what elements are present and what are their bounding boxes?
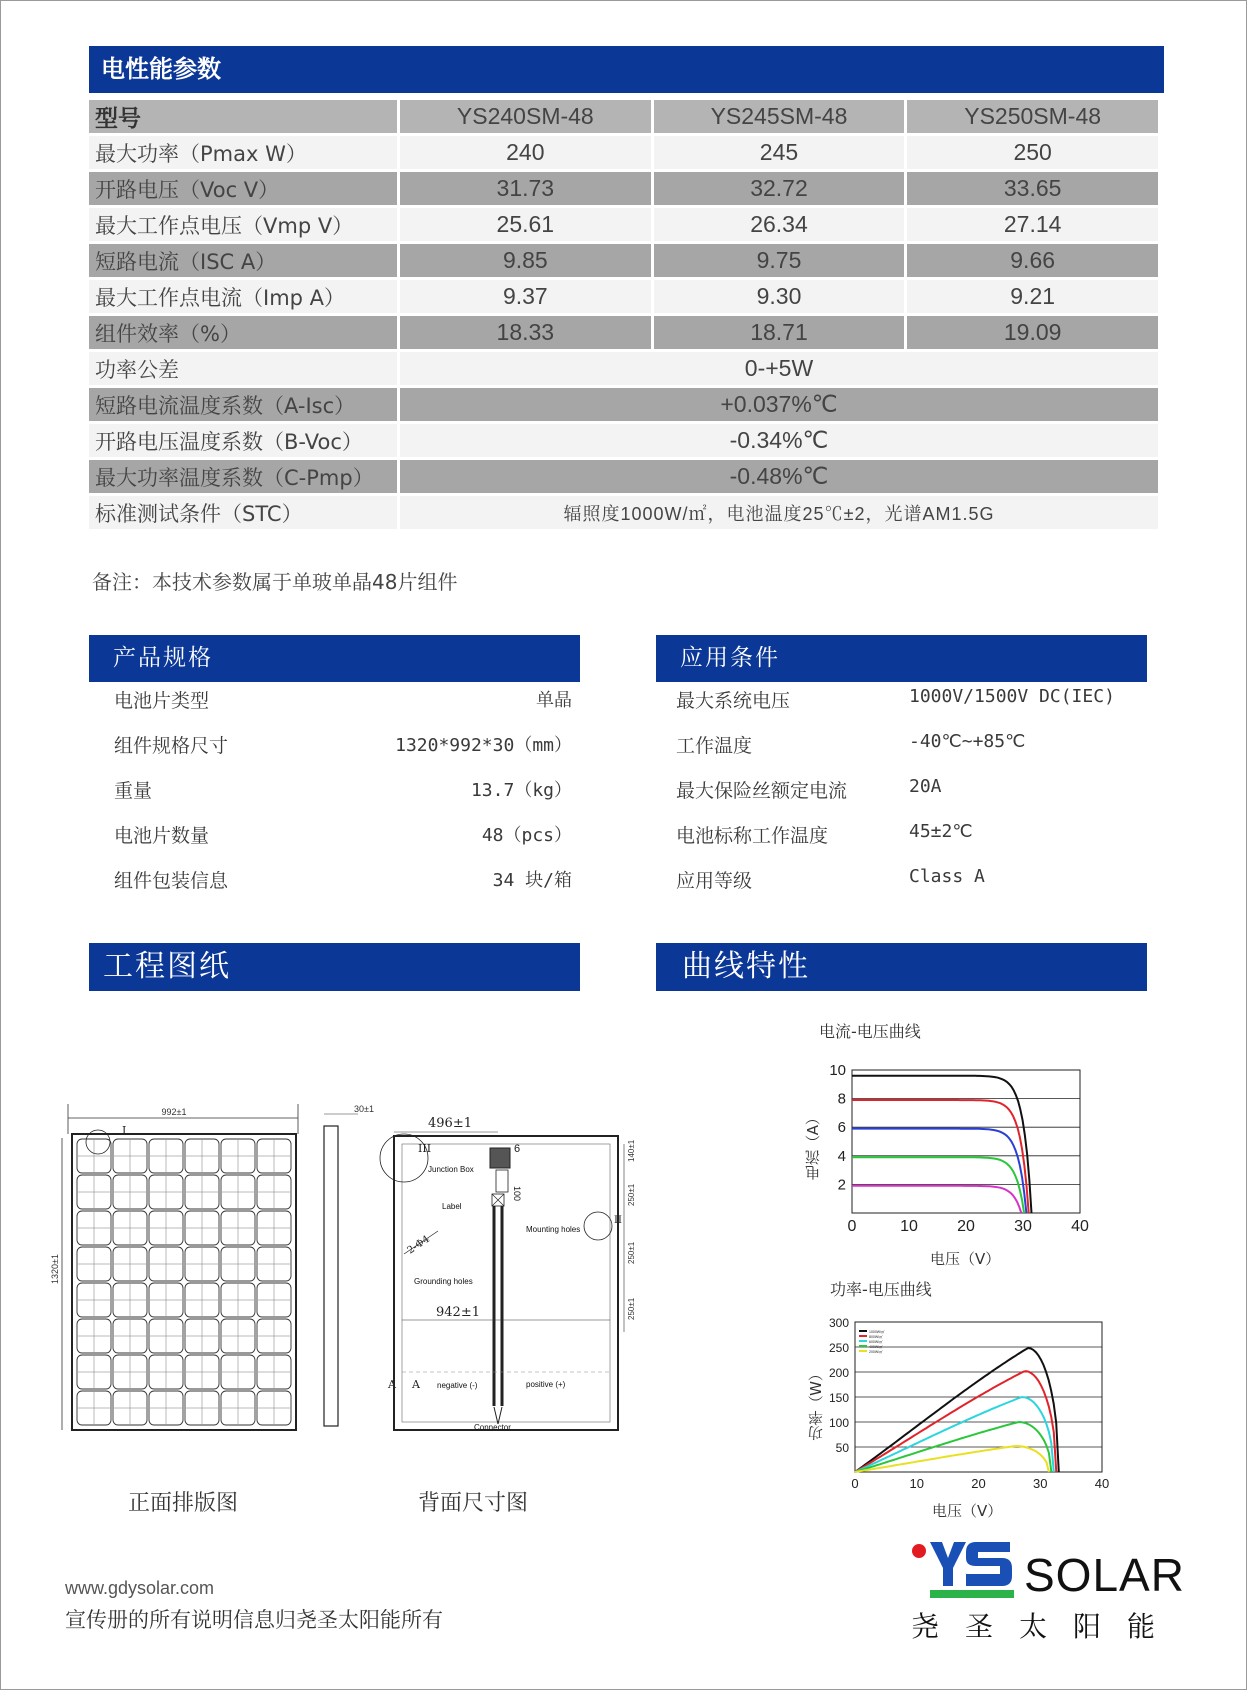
legend-swatch [859,1335,867,1337]
application-list [676,686,1156,911]
param-label: 短路电流（ISC A） [89,244,397,277]
back-dimension-caption: 背面尺寸图 [418,1491,529,1516]
legend-label: 600W/㎡ [869,1340,883,1344]
item-key: 组件包装信息 [114,870,229,892]
label-label: Label [442,1202,462,1211]
item-value: 20A [909,776,942,797]
table-row [89,352,1158,385]
param-value: 26.34 [654,208,905,241]
table-row [89,172,1158,205]
product-spec-title: 产品规格 [89,635,580,682]
side-profile [324,1126,338,1426]
y-tick-label: 4 [837,1147,846,1165]
x-tick-label: 10 [900,1218,918,1235]
y-tick-label: 6 [837,1119,846,1137]
model-name: YS245SM-48 [654,100,905,133]
pv-x-label: 电压（V） [932,1502,1003,1520]
y-tick-label: 300 [828,1316,849,1330]
pv-y-label: 功率（W） [807,1366,825,1441]
x-tick-label: 0 [851,1476,859,1491]
list-item [114,686,584,731]
mark-100: 100 [512,1186,522,1202]
table-row [89,136,1158,169]
table-row [89,460,1158,493]
param-value: 31.73 [400,172,651,205]
param-label: 组件效率（%） [89,316,397,349]
drawings-title: 工程图纸 [89,943,580,991]
x-tick-label: 30 [1014,1218,1032,1235]
detail-mark: I [122,1124,127,1137]
negative-label: negative (-) [437,1381,478,1390]
product-spec-list [114,686,584,911]
top-dim: 496±1 [428,1116,472,1131]
param-value: 辐照度1000W/㎡，电池温度25℃±2，光谱AM1.5G [400,496,1158,529]
param-label: 开路电压温度系数（B-Voc） [89,424,397,457]
legend-label: 400W/㎡ [869,1345,883,1349]
width-dim: 942±1 [436,1305,480,1320]
param-value: -0.34%℃ [400,424,1158,457]
y-tick-label: 50 [835,1441,849,1455]
section-mark-a-right: A [412,1378,420,1391]
thickness-dim: 30±1 [354,1104,374,1114]
connector-label: Connector [474,1423,511,1432]
note-text: 备注：本技术参数属于单玻单晶48片组件 [92,570,458,594]
legend-label: 1000W/㎡ [869,1330,885,1334]
iv-chart-title: 电流-电压曲线 [819,1022,921,1041]
front-layout-drawing [50,1104,302,1434]
item-key: 组件规格尺寸 [114,735,229,757]
param-value: 0-+5W [400,352,1158,385]
list-item [676,821,1156,866]
table-row [89,208,1158,241]
param-label: 最大功率温度系数（C-Pmp） [89,460,397,493]
param-label: 最大功率（Pmax W） [89,136,397,169]
table-row [89,388,1158,421]
x-tick-label: 40 [1071,1218,1089,1235]
item-key: 电池标称工作温度 [676,825,829,847]
side-dim-1: 140±1 [627,1139,636,1162]
logo-mark-text: YS [965,1574,967,1575]
legend-swatch [859,1340,867,1342]
list-item [114,866,584,911]
legend-label: 800W/㎡ [869,1335,883,1339]
positive-label: positive (+) [526,1380,566,1389]
iv-y-label: 电流（A） [804,1110,822,1181]
legend-swatch [859,1345,867,1347]
ys-logo-mark [910,1538,1016,1600]
back-dimension-drawing [318,1106,658,1436]
param-value: 9.30 [654,280,905,313]
param-label: 标准测试条件（STC） [89,496,397,529]
junction-box [490,1148,510,1168]
param-value: +0.037%℃ [400,388,1158,421]
param-value: 18.33 [400,316,651,349]
side-dim-4: 250±1 [627,1297,636,1320]
item-value: 45±2℃ [909,821,973,842]
list-item [676,686,1156,731]
y-tick-label: 100 [828,1416,849,1430]
legend-label: 200W/㎡ [869,1350,883,1354]
side-dim-2: 250±1 [627,1183,636,1206]
model-name: YS240SM-48 [400,100,651,133]
param-label: 开路电压（Voc V） [89,172,397,205]
front-width-dim: 992±1 [161,1107,187,1117]
param-label: 最大工作点电流（Imp A） [89,280,397,313]
logo-chinese-name: 尧圣太阳能 [911,1610,1182,1643]
param-value: 9.66 [907,244,1158,277]
item-key: 电池片类型 [114,690,210,712]
item-key: 应用等级 [676,870,753,892]
mounting-holes-label: Mounting holes [526,1225,581,1234]
y-tick-label: 150 [828,1391,849,1405]
table-row [89,244,1158,277]
electrical-params-table [86,97,1161,532]
grounding-holes-label: Grounding holes [414,1277,473,1286]
y-tick-label: 2 [837,1176,846,1194]
item-value: 1320*992*30（mm） [395,735,572,756]
param-value: 18.71 [654,316,905,349]
item-key: 工作温度 [676,735,753,757]
curves-title: 曲线特性 [656,943,1147,991]
mark-ii: II [614,1215,622,1226]
param-label: 最大工作点电压（Vmp V） [89,208,397,241]
x-tick-label: 30 [1033,1476,1048,1491]
item-value: 1000V/1500V DC(IEC) [909,686,1115,707]
front-layout-caption: 正面排版图 [128,1491,239,1516]
param-value: 25.61 [400,208,651,241]
param-value: 240 [400,136,651,169]
x-tick-label: 40 [1094,1476,1110,1491]
list-item [114,731,584,776]
cell-grid [77,1139,291,1425]
param-value: 9.85 [400,244,651,277]
item-value: 34 块/箱 [492,870,572,891]
legend-swatch [859,1350,867,1352]
plot-area [852,1070,1080,1213]
front-height-dim: 1320±1 [50,1254,60,1284]
x-tick-label: 10 [909,1476,924,1491]
param-value: 250 [907,136,1158,169]
table-row [89,496,1158,529]
x-tick-label: 20 [971,1476,986,1491]
hole-dim: 2-Φ4 [405,1233,432,1257]
table-row [89,316,1158,349]
list-item [676,731,1156,776]
item-value: 单晶 [536,690,572,711]
param-value: 32.72 [654,172,905,205]
list-item [114,776,584,821]
iv-curve-chart [795,1058,1095,1242]
iv-x-label: 电压（V） [930,1250,1001,1268]
param-value: 245 [654,136,905,169]
section-mark-a-left: A [388,1378,396,1391]
side-dim-3: 250±1 [627,1241,636,1264]
y-tick-label: 8 [837,1090,846,1108]
y-tick-label: 200 [828,1366,849,1380]
pv-curve-chart [812,1312,1112,1492]
legend-swatch [859,1330,867,1332]
footer-url: www.gdysolar.com [65,1578,215,1598]
item-key: 电池片数量 [114,825,210,847]
param-value: 19.09 [907,316,1158,349]
footer-copyright: 宣传册的所有说明信息归尧圣太阳能所有 [65,1608,443,1632]
y-tick-label: 10 [829,1062,846,1079]
table-row [89,280,1158,313]
param-value: 33.65 [907,172,1158,205]
param-value: -0.48%℃ [400,460,1158,493]
electrical-section-title: 电性能参数 [89,46,1164,93]
x-tick-label: 20 [957,1218,975,1235]
item-value: -40℃~+85℃ [909,731,1026,752]
junction-box-label: Junction Box [428,1165,474,1174]
table-header-row [89,100,1158,133]
y-tick-label: 250 [828,1341,849,1355]
param-label: 短路电流温度系数（A-Isc） [89,388,397,421]
list-item [114,821,584,866]
item-value: 13.7（kg） [470,780,572,801]
x-tick-label: 0 [847,1218,857,1235]
param-value: 9.21 [907,280,1158,313]
mark-iii: III [418,1142,432,1155]
header-label: 型号 [89,100,397,133]
list-item [676,776,1156,821]
item-value: 48（pcs） [481,825,572,846]
table-row [89,424,1158,457]
item-value: Class A [909,866,985,887]
detail-circle-ii [584,1212,612,1240]
item-key: 最大保险丝额定电流 [676,780,848,802]
item-key: 最大系统电压 [676,690,791,712]
param-value: 9.75 [654,244,905,277]
logo-solar-text: SOLAR [1024,1549,1185,1601]
model-name: YS250SM-48 [907,100,1158,133]
param-value: 9.37 [400,280,651,313]
mark-6: 6 [514,1143,521,1155]
param-value: 27.14 [907,208,1158,241]
list-item [676,866,1156,911]
param-label: 功率公差 [89,352,397,385]
application-title: 应用条件 [656,635,1147,682]
item-key: 重量 [114,780,153,802]
pv-chart-title: 功率-电压曲线 [830,1280,932,1299]
